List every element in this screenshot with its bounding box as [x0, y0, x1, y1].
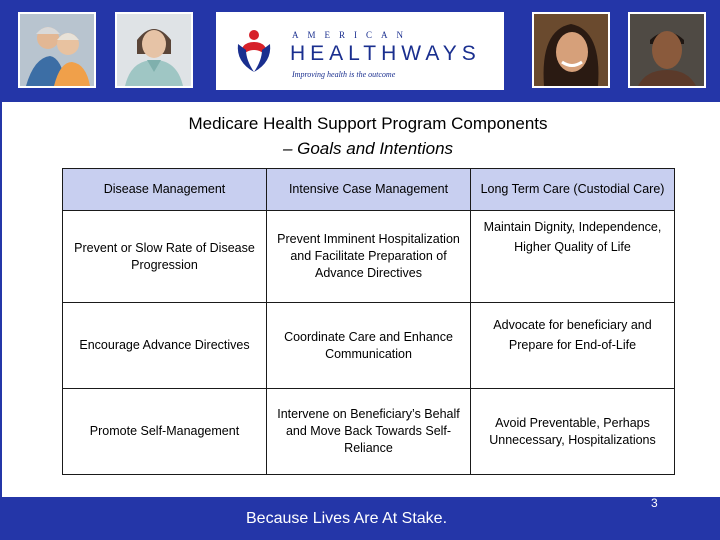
header-disease-management: Disease Management [63, 169, 267, 211]
table-cell: Intervene on Beneficiary’s Behalf and Move Back Towards Self-Reliance [267, 389, 471, 475]
table-cell: Coordinate Care and Enhance Communication [267, 303, 471, 389]
couple-photo [18, 12, 96, 88]
table-cell: Encourage Advance Directives [63, 303, 267, 389]
logo-tagline: Improving health is the outcome [292, 70, 396, 79]
table-cell: Avoid Preventable, Perhaps Unnecessary, Hospitalizations [471, 389, 675, 475]
table-cell: Maintain Dignity, Independence, Higher Quality of Life [471, 211, 675, 303]
table-cell: Advocate for beneficiary and Prepare for End-of-Life [471, 303, 675, 389]
slide-subtitle: – Goals and Intentions [282, 139, 454, 158]
header-long-term-care: Long Term Care (Custodial Care) [471, 169, 675, 211]
nurse-photo [115, 12, 193, 88]
table-row [63, 303, 675, 389]
table-row [63, 389, 675, 475]
logo-main-text: HEALTHWAYS [290, 42, 481, 65]
logo-top-text: AMERICAN [292, 30, 413, 40]
components-table [62, 168, 675, 475]
american-healthways-logo [216, 12, 504, 90]
nurse-photo-image [117, 14, 191, 86]
slide-title: Medicare Health Support Program Components [188, 114, 548, 133]
logo-figure-icon [234, 28, 274, 76]
man-photo-image [630, 14, 704, 86]
slide-header [0, 0, 720, 102]
couple-photo-image [20, 14, 94, 86]
slide-content [0, 102, 720, 497]
table-header-row [63, 169, 675, 211]
woman-photo [532, 12, 610, 88]
table-cell: Promote Self-Management [63, 389, 267, 475]
table-cell: Prevent or Slow Rate of Disease Progression [63, 211, 267, 303]
header-intensive-case-management: Intensive Case Management [267, 169, 471, 211]
table-row [63, 211, 675, 303]
footer-slogan: Because Lives Are At Stake. [246, 510, 448, 527]
woman-photo-image [534, 14, 608, 86]
table-cell: Prevent Imminent Hospitalization and Facilitate Preparation of Advance Directives [267, 211, 471, 303]
page-number: 3 [651, 496, 658, 510]
man-photo [628, 12, 706, 88]
